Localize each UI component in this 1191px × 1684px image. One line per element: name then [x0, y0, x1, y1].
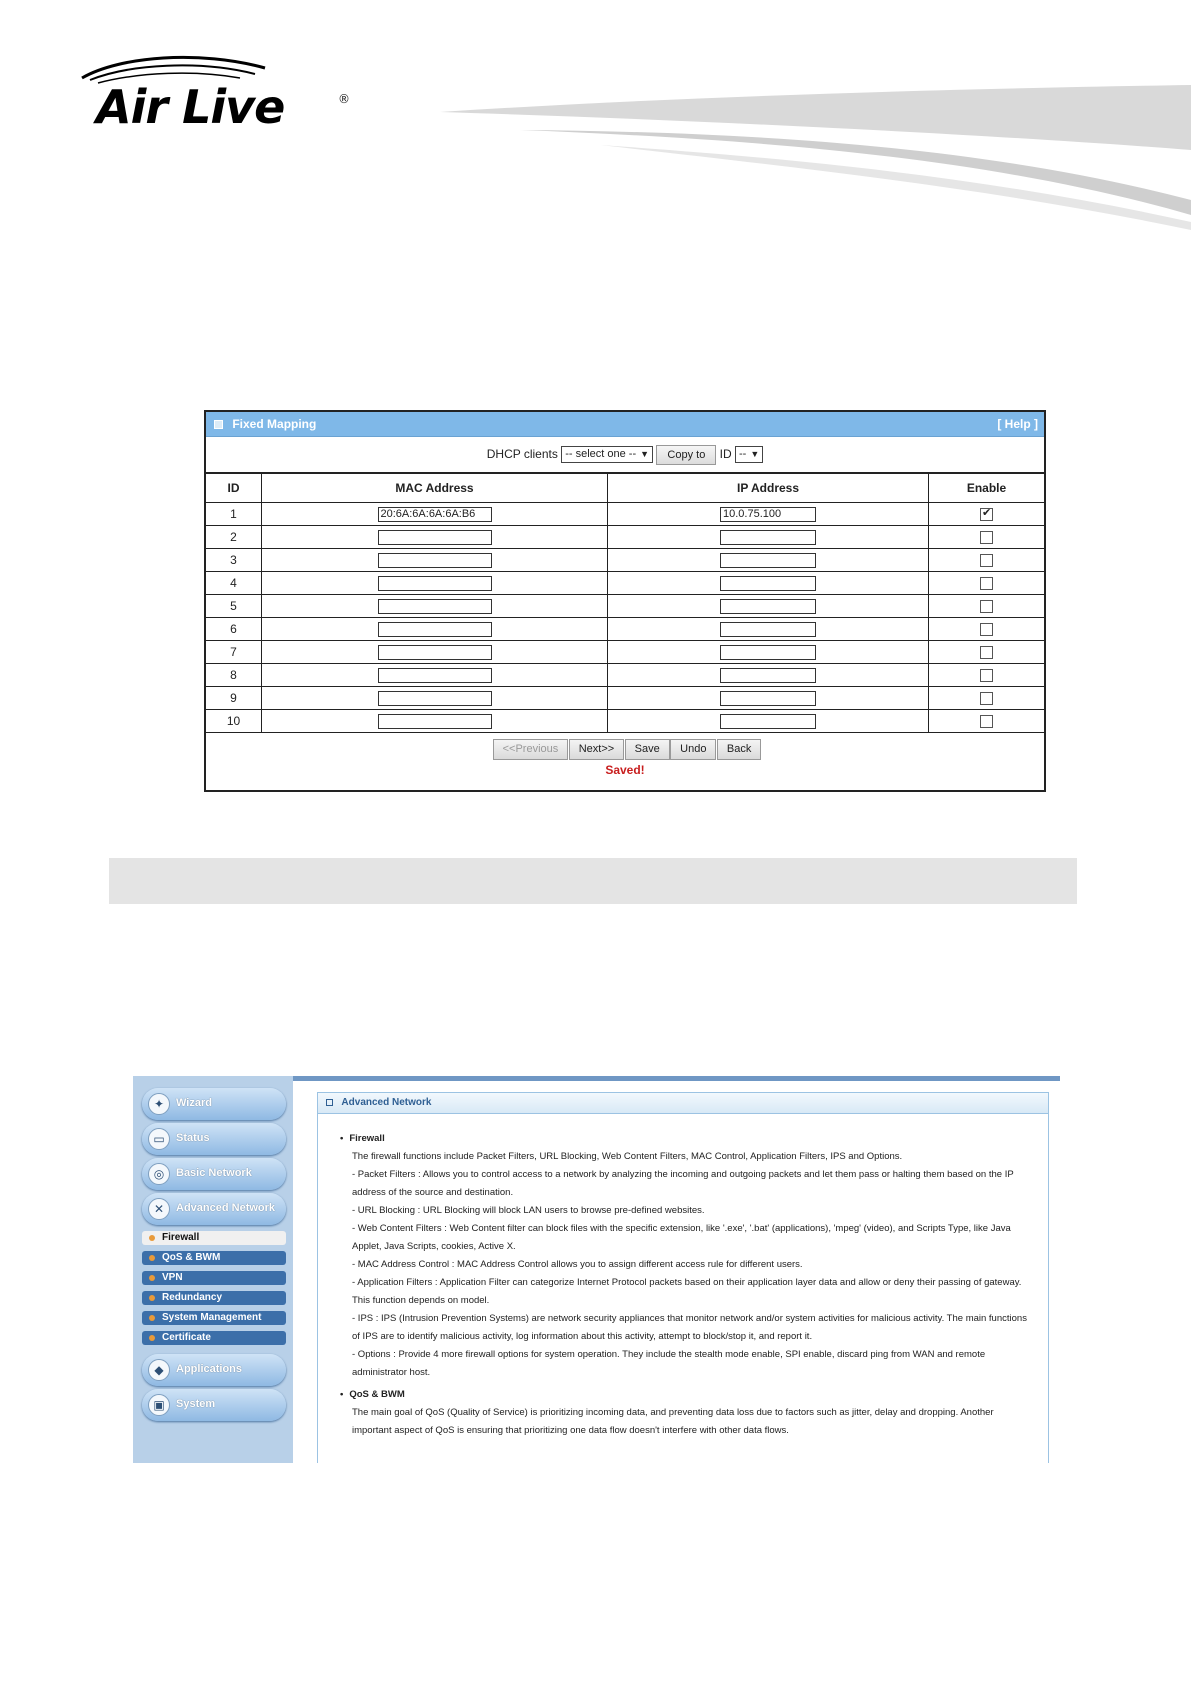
ip-cell [608, 503, 929, 526]
row-id: 8 [206, 664, 262, 687]
mac-address-input[interactable] [378, 645, 492, 660]
mac-cell [262, 572, 608, 595]
row-id: 4 [206, 572, 262, 595]
table-row [206, 526, 1044, 549]
panel-title: Advanced Network [341, 1097, 432, 1108]
sub-redundancy[interactable] [142, 1291, 286, 1305]
applications-icon: ◆ [148, 1359, 170, 1381]
col-id: ID [206, 474, 262, 503]
ip-address-input[interactable] [720, 553, 816, 568]
table-row [206, 595, 1044, 618]
ip-address-input[interactable] [720, 645, 816, 660]
nav-system[interactable] [142, 1389, 286, 1421]
mac-cell [262, 710, 608, 733]
nav-applications-label: Applications [176, 1363, 243, 1375]
ip-cell [608, 595, 929, 618]
enable-checkbox[interactable] [980, 646, 993, 659]
sub-vpn-label: VPN [162, 1272, 183, 1283]
ip-address-input[interactable] [720, 622, 816, 637]
col-enable: Enable [929, 474, 1045, 503]
enable-cell [929, 710, 1045, 733]
enable-checkbox[interactable] [980, 508, 993, 521]
bullet-icon [149, 1335, 155, 1341]
mac-cell [262, 664, 608, 687]
nav-advanced-network-label: Advanced Network [176, 1202, 276, 1214]
table-row [206, 503, 1044, 526]
firewall-description [352, 1148, 1038, 1382]
firewall-line: address of the source and destination. [352, 1187, 514, 1198]
nav-status[interactable] [142, 1123, 286, 1155]
col-mac-address: MAC Address [262, 474, 608, 503]
panel-square-icon [214, 420, 223, 429]
fixed-mapping-header [206, 412, 1044, 437]
sub-qos-label: QoS & BWM [162, 1252, 221, 1263]
enable-checkbox[interactable] [980, 692, 993, 705]
advanced-network-panel [317, 1092, 1049, 1463]
registered-mark: ® [338, 92, 350, 106]
firewall-line: administrator host. [352, 1367, 431, 1378]
fixed-mapping-title: Fixed Mapping [232, 417, 317, 431]
ip-address-input[interactable] [720, 714, 816, 729]
ip-address-input[interactable] [720, 668, 816, 683]
col-ip-address: IP Address [608, 474, 929, 503]
ip-cell [608, 641, 929, 664]
bullet-icon [149, 1255, 155, 1261]
tools-icon: ✕ [148, 1198, 170, 1220]
enable-cell [929, 687, 1045, 710]
mac-address-input[interactable] [378, 714, 492, 729]
panel-square-icon [326, 1099, 333, 1106]
firewall-line: - Packet Filters : Allows you to control access to a network by analyzing the incoming and outgoing packets and let them pass or halting them based on the IP [352, 1169, 1014, 1180]
mac-address-input[interactable] [378, 553, 492, 568]
bullet-icon [149, 1315, 155, 1321]
row-id: 10 [206, 710, 262, 733]
enable-cell [929, 503, 1045, 526]
sub-firewall-label: Firewall [162, 1232, 200, 1243]
enable-checkbox[interactable] [980, 554, 993, 567]
id-label: ID [719, 447, 732, 461]
enable-cell [929, 618, 1045, 641]
sub-certificate-label: Certificate [162, 1332, 211, 1343]
ip-cell [608, 549, 929, 572]
globe-icon: ◎ [148, 1163, 170, 1185]
ip-cell [608, 664, 929, 687]
table-row [206, 687, 1044, 710]
bullet-icon [149, 1295, 155, 1301]
mac-cell [262, 549, 608, 572]
firewall-line: - IPS : IPS (Intrusion Prevention Systems) are network security appliances that monitor network and/or system activities for malicious activity. The main functions [352, 1313, 1027, 1324]
row-id: 9 [206, 687, 262, 710]
row-id: 3 [206, 549, 262, 572]
enable-cell [929, 572, 1045, 595]
firewall-line: - URL Blocking : URL Blocking will block LAN users to browse pre-defined websites. [352, 1205, 705, 1216]
mac-address-input[interactable] [378, 622, 492, 637]
enable-checkbox[interactable] [980, 600, 993, 613]
table-header-row [206, 474, 1044, 503]
enable-checkbox[interactable] [980, 669, 993, 682]
dhcp-select-value: -- select one -- [565, 448, 637, 461]
firewall-line: Applet, Java Scripts, cookies, Active X. [352, 1241, 516, 1252]
system-icon: ▣ [148, 1394, 170, 1416]
enable-checkbox[interactable] [980, 715, 993, 728]
mac-cell [262, 641, 608, 664]
back-button[interactable]: Back [717, 739, 761, 760]
table-row [206, 549, 1044, 572]
nav-basic-network[interactable] [142, 1158, 286, 1190]
ip-address-input[interactable] [720, 691, 816, 706]
sub-qos-bwm[interactable] [142, 1251, 286, 1265]
id-select[interactable] [735, 446, 763, 463]
advanced-network-screen [133, 1076, 1060, 1463]
chevron-down-icon: ▼ [750, 449, 760, 460]
nav-wizard-label: Wizard [176, 1097, 212, 1109]
enable-cell [929, 641, 1045, 664]
qos-line: important aspect of QoS is ensuring that prioritizing one data flow doesn't interfere with other data flows. [352, 1425, 789, 1436]
firewall-line: - MAC Address Control : MAC Address Control allows you to assign different access rule for different users. [352, 1259, 803, 1270]
mac-cell [262, 595, 608, 618]
ip-address-input[interactable] [720, 599, 816, 614]
enable-checkbox[interactable] [980, 577, 993, 590]
previous-button[interactable]: <<Previous [493, 739, 569, 760]
save-button[interactable]: Save [625, 739, 670, 760]
ip-cell [608, 572, 929, 595]
enable-cell [929, 549, 1045, 572]
ip-address-input[interactable] [720, 576, 816, 591]
enable-cell [929, 595, 1045, 618]
nav-wizard[interactable] [142, 1088, 286, 1120]
monitor-icon: ▭ [148, 1128, 170, 1150]
nav-applications[interactable] [142, 1354, 286, 1386]
mac-address-input[interactable] [378, 668, 492, 683]
sub-system-management-label: System Management [162, 1312, 262, 1323]
table-row [206, 618, 1044, 641]
logo-wordmark: Air Live [96, 80, 285, 134]
row-id: 7 [206, 641, 262, 664]
sub-redundancy-label: Redundancy [162, 1292, 223, 1303]
sub-vpn[interactable] [142, 1271, 286, 1285]
firewall-line: - Options : Provide 4 more firewall options for system operation. They include the stealth mode enable, SPI enable, discard ping from WAN and remote [352, 1349, 986, 1360]
dhcp-toolbar [206, 437, 1044, 473]
ip-cell [608, 687, 929, 710]
mac-address-input[interactable] [378, 530, 492, 545]
fixed-mapping-table [206, 473, 1044, 733]
mac-address-input[interactable] [378, 599, 492, 614]
firewall-heading: • Firewall [340, 1130, 1038, 1148]
chevron-down-icon: ▼ [640, 449, 650, 460]
mac-cell [262, 618, 608, 641]
enable-checkbox[interactable] [980, 623, 993, 636]
action-buttons [206, 733, 1044, 760]
sub-certificate[interactable] [142, 1331, 286, 1345]
dhcp-clients-select[interactable] [561, 446, 653, 463]
ip-cell [608, 618, 929, 641]
mac-cell [262, 503, 608, 526]
table-row [206, 572, 1044, 595]
enable-cell [929, 664, 1045, 687]
wand-icon: ✦ [148, 1093, 170, 1115]
row-id: 6 [206, 618, 262, 641]
help-link[interactable]: [ Help ] [997, 417, 1038, 431]
next-button[interactable]: Next>> [569, 739, 624, 760]
qos-description [352, 1404, 1038, 1440]
ip-address-input[interactable] [720, 530, 816, 545]
mac-cell [262, 526, 608, 549]
ip-cell [608, 526, 929, 549]
table-row [206, 664, 1044, 687]
enable-cell [929, 526, 1045, 549]
ip-address-input[interactable]: 10.0.75.100 [720, 507, 816, 522]
qos-line: The main goal of QoS (Quality of Service) is prioritizing incoming data, and preventing data loss due to factors such as jitter, delay and dropping. Another [352, 1407, 994, 1418]
top-bar [293, 1076, 1060, 1081]
id-select-value: -- [739, 448, 747, 461]
dhcp-clients-label: DHCP clients [486, 447, 558, 461]
panel-body [318, 1114, 1048, 1440]
mac-address-input[interactable]: 20:6A:6A:6A:6A:B6 [378, 507, 492, 522]
nav-status-label: Status [176, 1132, 210, 1144]
bullet-icon [149, 1275, 155, 1281]
panel-header [318, 1093, 1048, 1114]
sidebar [133, 1076, 293, 1463]
section-band [109, 858, 1077, 904]
firewall-line: This function depends on model. [352, 1295, 490, 1306]
checkmark-icon: ✔ [982, 507, 992, 520]
firewall-line: of IPS are to identify malicious activity, log information about this activity, attempt to block/stop it, and report it. [352, 1331, 813, 1342]
nav-advanced-network[interactable] [142, 1193, 286, 1225]
sub-firewall[interactable] [142, 1231, 286, 1245]
nav-basic-network-label: Basic Network [176, 1167, 252, 1179]
sub-system-management[interactable] [142, 1311, 286, 1325]
bullet-icon [149, 1235, 155, 1241]
firewall-line: The firewall functions include Packet Filters, URL Blocking, Web Content Filters, MAC Control, Application Filters, IPS and Options. [352, 1151, 903, 1162]
row-id: 5 [206, 595, 262, 618]
undo-button[interactable]: Undo [670, 739, 716, 760]
firewall-line: - Application Filters : Application Filter can categorize Internet Protocol packets based on their application layer data and allow or deny their passing of gateway. [352, 1277, 1022, 1288]
table-row [206, 710, 1044, 733]
row-id: 1 [206, 503, 262, 526]
qos-heading: • QoS & BWM [340, 1386, 1038, 1404]
mac-address-input[interactable] [378, 691, 492, 706]
airlive-logo [80, 50, 360, 140]
copy-to-button[interactable]: Copy to [656, 445, 716, 465]
nav-system-label: System [176, 1398, 216, 1410]
mac-cell [262, 687, 608, 710]
enable-checkbox[interactable] [980, 531, 993, 544]
table-row [206, 641, 1044, 664]
fixed-mapping-panel [204, 410, 1046, 792]
mac-address-input[interactable] [378, 576, 492, 591]
ip-cell [608, 710, 929, 733]
firewall-line: - Web Content Filters : Web Content filter can block files with the specific extension, like '.exe', '.bat' (applications), 'mpeg' (video), and Scripts Type, like Java [352, 1223, 1011, 1234]
row-id: 2 [206, 526, 262, 549]
saved-status: Saved! [605, 763, 645, 777]
